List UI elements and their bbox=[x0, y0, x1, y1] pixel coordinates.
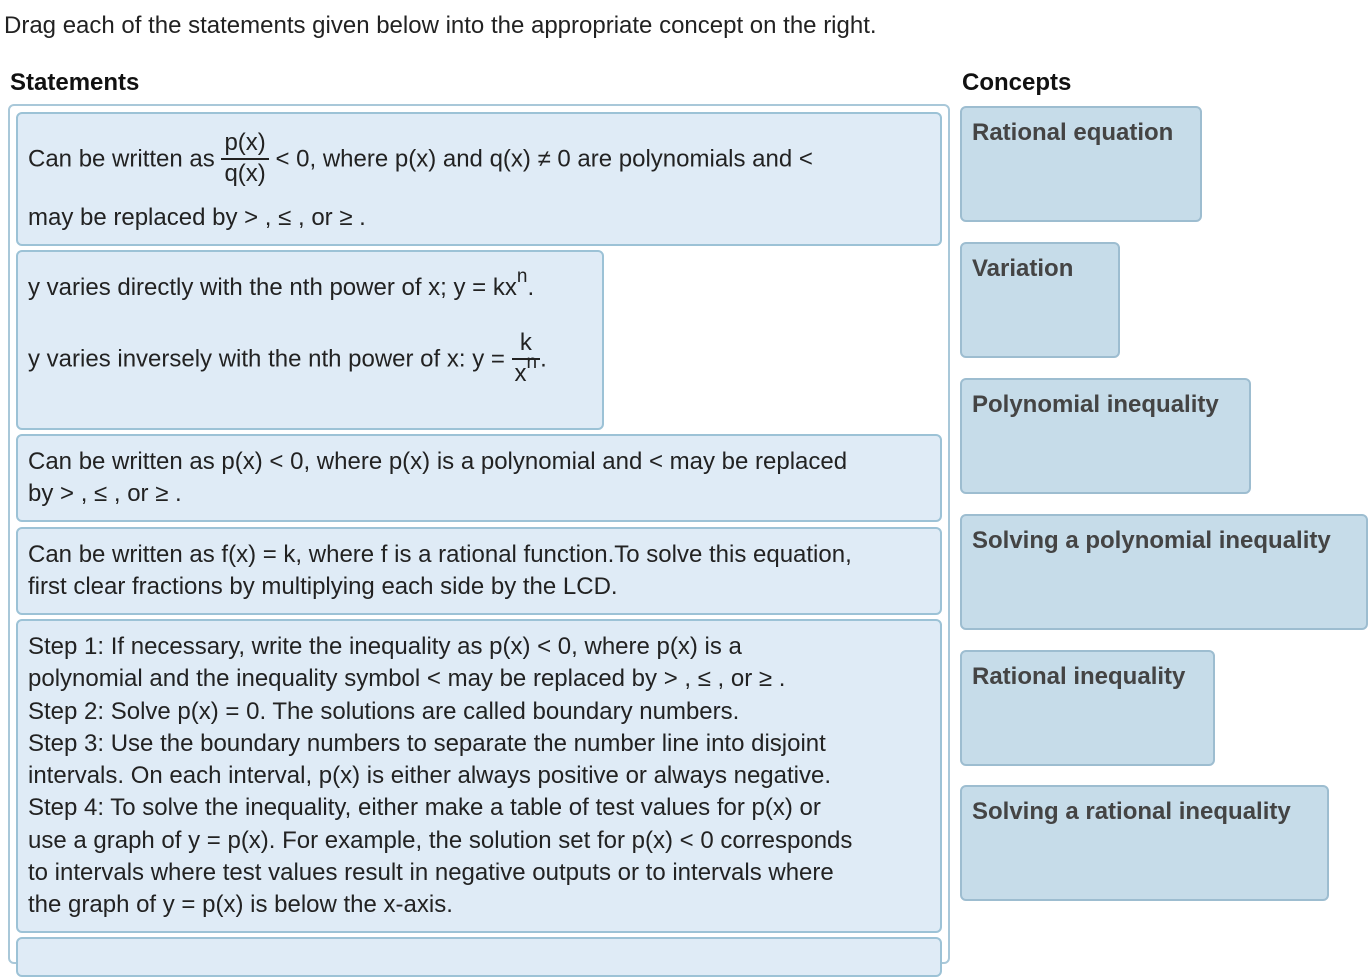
concept-rational-inequality[interactable] bbox=[960, 650, 1215, 766]
statement-line: to intervals where test values result in negative outputs or to intervals where bbox=[28, 859, 834, 886]
concept-label: Solving a rational inequality bbox=[972, 798, 1291, 825]
statement-line: use a graph of y = p(x). For example, the solution set for p(x) < 0 corresponds bbox=[28, 827, 853, 854]
statement-line: first clear fractions by multiplying each side by the LCD. bbox=[28, 573, 618, 600]
concept-label: Rational inequality bbox=[972, 663, 1186, 690]
concept-label: Polynomial inequality bbox=[972, 391, 1219, 418]
concept-rational-equation[interactable] bbox=[960, 106, 1202, 222]
fraction-denominator bbox=[512, 352, 541, 388]
concepts-heading: Concepts bbox=[962, 69, 1072, 96]
statement-text: y varies inversely with the nth power of x: y = bbox=[28, 345, 505, 373]
statement-text: Can be written as bbox=[28, 145, 215, 173]
statement-card-solving-polynomial-inequality[interactable] bbox=[16, 619, 942, 933]
statement-line: Step 4: To solve the inequality, either make a table of test values for p(x) or bbox=[28, 794, 821, 821]
concept-solving-polynomial-inequality[interactable] bbox=[960, 514, 1368, 630]
concept-polynomial-inequality[interactable] bbox=[960, 378, 1251, 494]
statement-line: Step 1: If necessary, write the inequality as p(x) < 0, where p(x) is a bbox=[28, 633, 742, 660]
statement-card-partial[interactable] bbox=[16, 937, 942, 977]
statement-text: . bbox=[540, 345, 547, 373]
statement-card-rational-equation[interactable] bbox=[16, 527, 942, 615]
concept-variation[interactable] bbox=[960, 242, 1120, 358]
statement-line: polynomial and the inequality symbol < may be replaced by > , ≤ , or ≥ . bbox=[28, 665, 786, 692]
statement-card-polynomial-inequality[interactable] bbox=[16, 434, 942, 522]
fraction-denominator: q(x) bbox=[221, 158, 268, 188]
fraction-numerator: p(x) bbox=[224, 129, 266, 156]
statement-line bbox=[28, 266, 535, 304]
statement-text: y varies directly with the nth power of x; y = kx bbox=[28, 274, 517, 301]
statement-line bbox=[28, 330, 547, 390]
statement-text: < 0, where p(x) and q(x) ≠ 0 are polynomials and < bbox=[275, 145, 813, 173]
statement-card-rational-inequality[interactable] bbox=[16, 112, 942, 246]
statement-line: Step 2: Solve p(x) = 0. The solutions are called boundary numbers. bbox=[28, 698, 740, 725]
fraction-p-over-q bbox=[221, 128, 268, 188]
concept-label: Variation bbox=[972, 255, 1074, 282]
concept-label: Solving a polynomial inequality bbox=[972, 527, 1331, 554]
fraction-k-over-xn bbox=[512, 328, 541, 388]
statement-line: intervals. On each interval, p(x) is either always positive or always negative. bbox=[28, 762, 832, 789]
exponent: n bbox=[516, 266, 528, 287]
statement-line: Can be written as p(x) < 0, where p(x) is a polynomial and < may be replaced bbox=[28, 448, 848, 475]
statements-heading: Statements bbox=[10, 69, 140, 96]
statement-card-variation[interactable] bbox=[16, 250, 604, 430]
statement-line: by > , ≤ , or ≥ . bbox=[28, 480, 182, 507]
fraction-numerator: k bbox=[519, 329, 532, 356]
statement-line: may be replaced by > , ≤ , or ≥ . bbox=[28, 204, 366, 231]
statement-line bbox=[28, 130, 813, 190]
instructions: Drag each of the statements given below into the appropriate concept on the right. bbox=[4, 12, 877, 39]
statement-line: Step 3: Use the boundary numbers to separate the number line into disjoint bbox=[28, 730, 826, 757]
concept-solving-rational-inequality[interactable] bbox=[960, 785, 1329, 901]
concept-label: Rational equation bbox=[972, 119, 1174, 146]
statement-line: the graph of y = p(x) is below the x-axis. bbox=[28, 891, 453, 918]
exponent: n bbox=[526, 352, 538, 373]
statement-text: . bbox=[527, 274, 535, 301]
denominator-base: x bbox=[514, 360, 527, 387]
statement-line: Can be written as f(x) = k, where f is a rational function.To solve this equation, bbox=[28, 541, 852, 568]
